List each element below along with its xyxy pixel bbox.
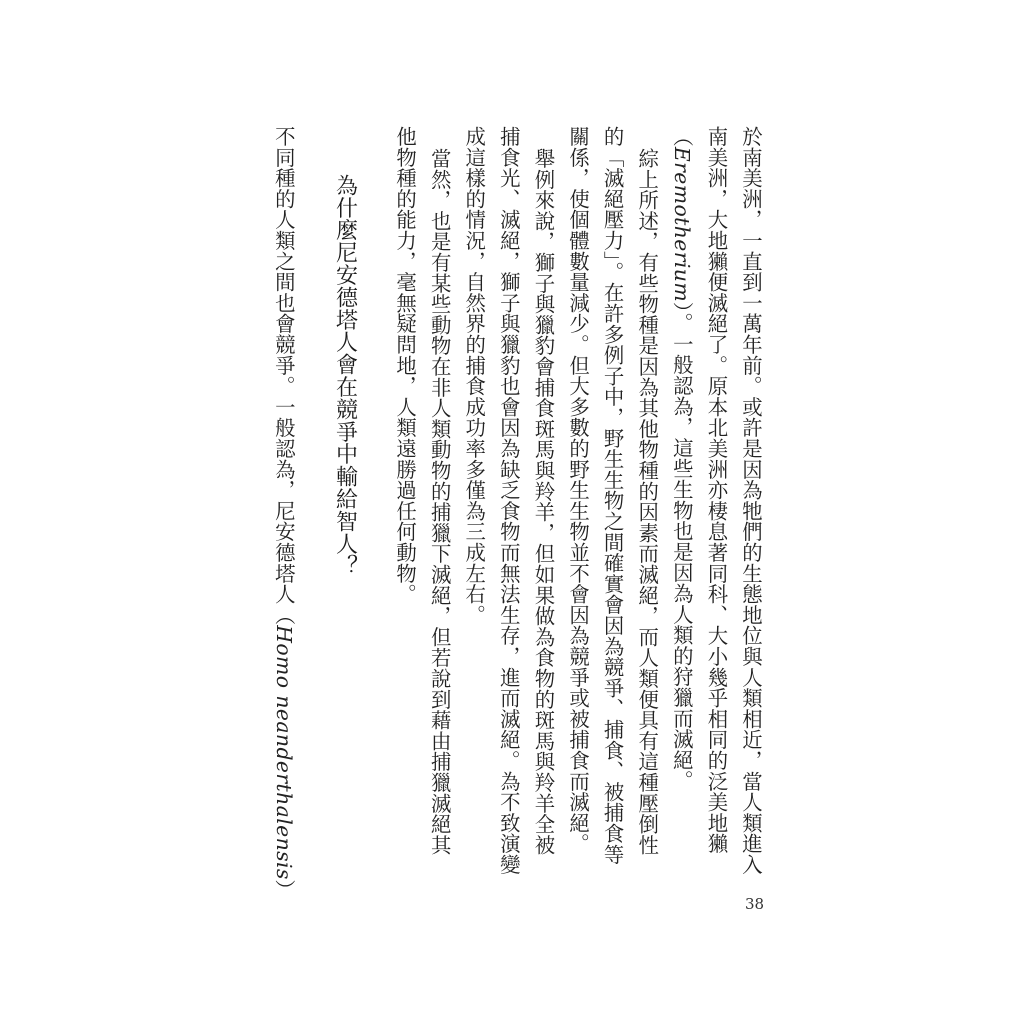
page-number: 38: [745, 895, 765, 913]
text-column: 他物種的能力，毫無疑問地，人類遠勝過任何動物。: [393, 126, 418, 605]
latin-species-name: Homo neanderthalensis: [271, 625, 296, 880]
text-column: 關係，使個體數量減少。但大多數的野生生物並不會因為競爭或被捕食而滅絕。: [566, 126, 591, 854]
text-column: （Eremotherium）。一般認為，這些生物也是因為人類的狩獵而滅絕。: [669, 126, 694, 792]
text-column: 南美洲，大地獺便滅絕了。原本北美洲亦棲息著同科、大小幾乎相同的泛美地獺: [704, 126, 729, 854]
text-column: 成這樣的情況，自然界的捕食成功率多僅為三成左右。: [462, 126, 487, 626]
text-column: 舉例來說，獅子與獵豹會捕食斑馬與羚羊，但如果做為食物的斑馬與羚羊全被: [531, 148, 556, 856]
vertical-text-block: [266, 126, 768, 901]
text-column: 不同種的人類之間也會競爭。一般認為，尼安德塔人（Homo neanderthalensis）: [271, 126, 296, 901]
text-column: 綜上所述，有些物種是因為其他物種的因素而滅絕，而人類便具有這種壓倒性: [635, 148, 660, 856]
text-column: 當然，也是有某些動物在非人類動物的捕獵下滅絕，但若說到藉由捕獵滅絕其: [427, 148, 452, 856]
text-column: 捕食光、滅絕，獅子與獵豹也會因為缺乏食物而無法生存，進而滅絕。為不致演變: [496, 126, 521, 875]
text-column: 於南美洲，一直到一萬年前。或許是因為牠們的生態地位與人類相近，當人類進入: [739, 126, 763, 875]
latin-genus-name: Eremotherium: [669, 146, 694, 303]
section-heading: 為什麼尼安德塔人會在競爭中輸給智人？: [332, 174, 358, 578]
text-column: 的「滅絕壓力」。在許多例子中，野生生物之間確實會因為競爭、捕食、被捕食等: [600, 126, 625, 865]
